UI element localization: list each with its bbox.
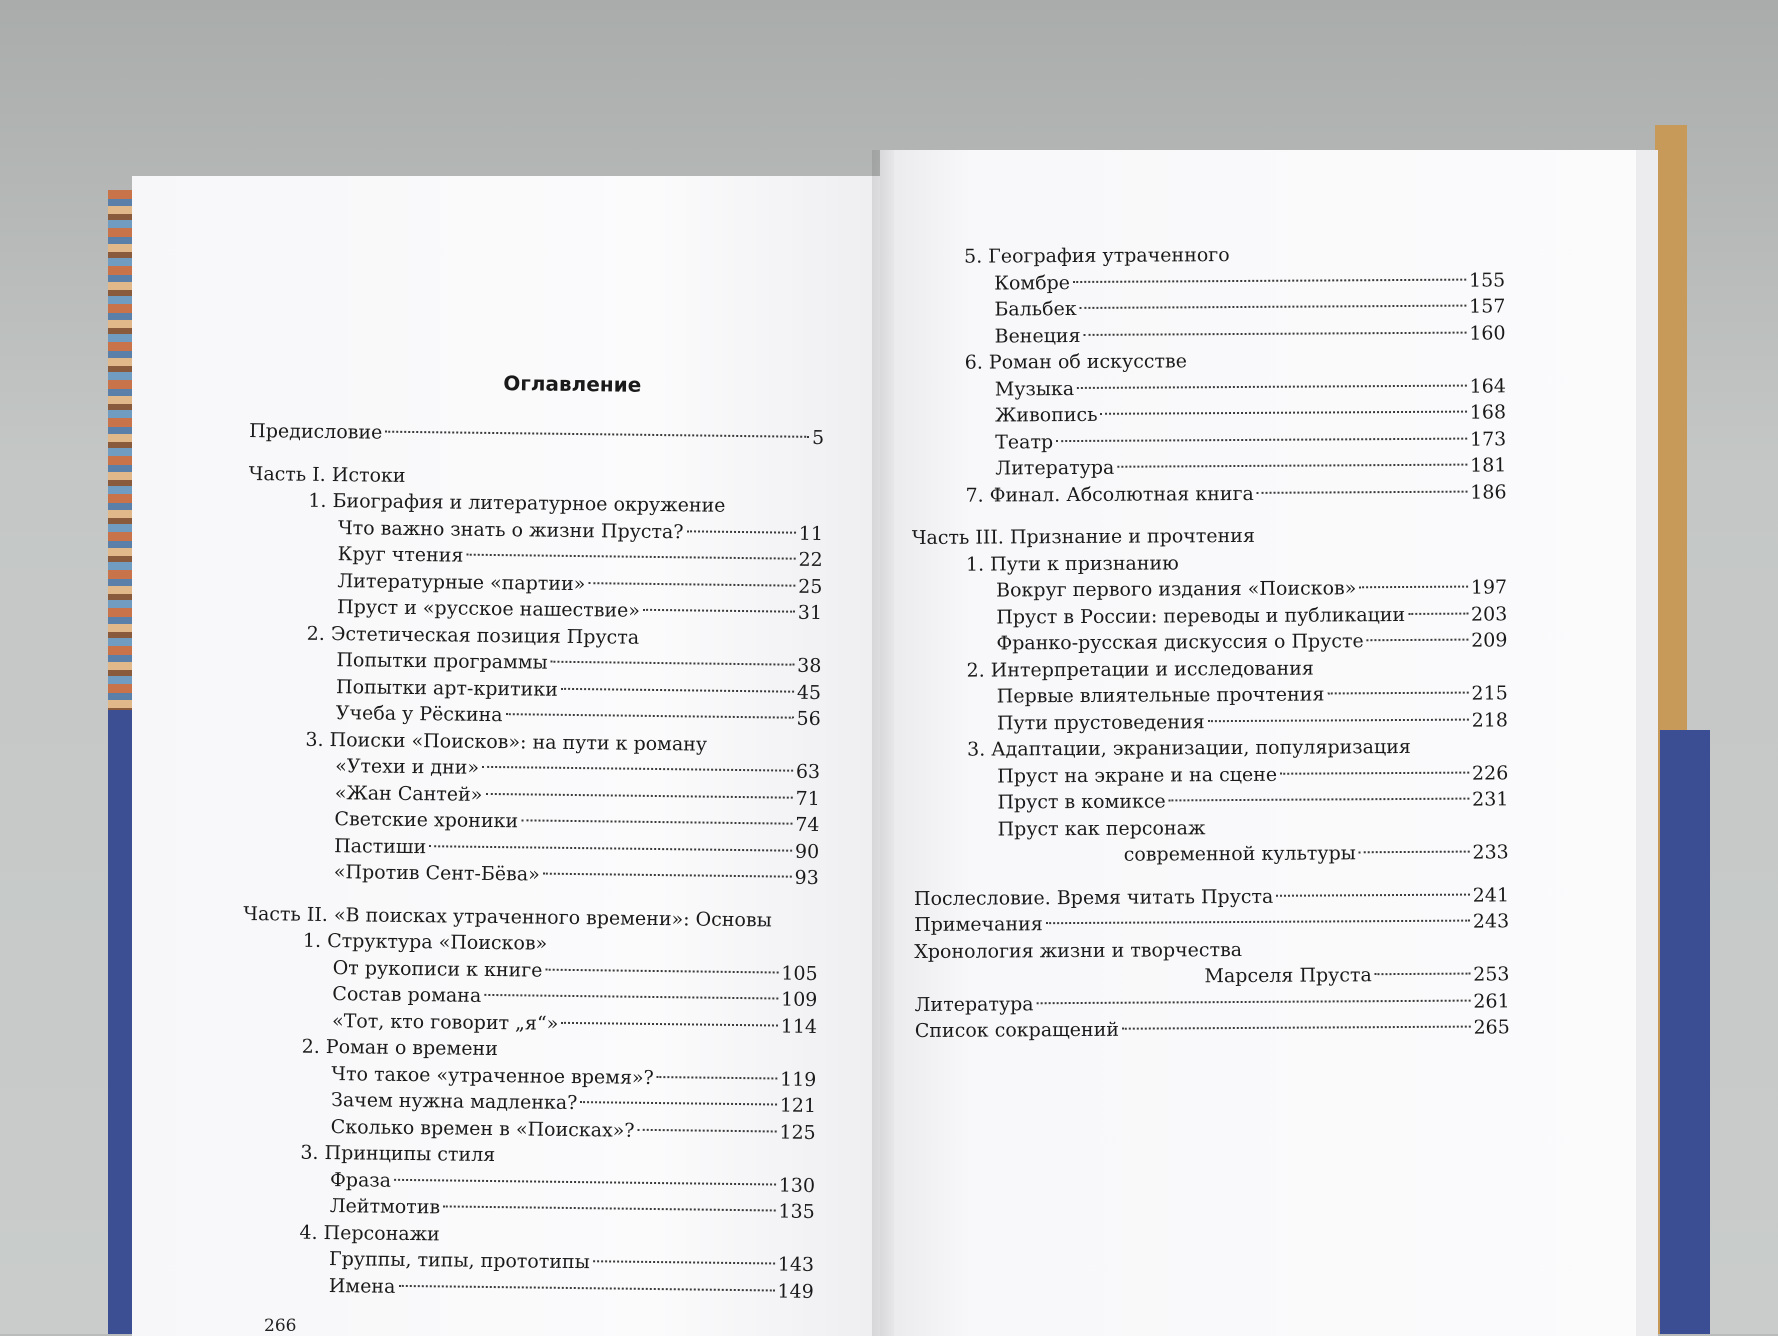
toc-entry-title: Светские хроники bbox=[334, 808, 519, 833]
toc-entry-title: Пруст на экране и на сцене bbox=[997, 763, 1278, 787]
toc-entry-page: 119 bbox=[779, 1068, 817, 1091]
dot-leader bbox=[1084, 331, 1467, 335]
toc-entry-page: 74 bbox=[795, 813, 820, 836]
page-number: 266 bbox=[264, 1316, 297, 1336]
toc-entry-title: Литературные «партии» bbox=[337, 569, 586, 595]
toc-entry-page: 203 bbox=[1470, 602, 1508, 626]
dot-leader bbox=[638, 1128, 777, 1132]
dot-leader bbox=[1359, 851, 1470, 854]
toc-entry-title: 2. Эстетическая позиция Пруста bbox=[306, 622, 640, 649]
toc-entry-title: Вокруг первого издания «Поисков» bbox=[996, 577, 1357, 602]
toc-entry bbox=[912, 574, 1507, 604]
toc-entry-page: 233 bbox=[1472, 841, 1509, 864]
toc-entry bbox=[910, 240, 1505, 270]
dot-leader bbox=[1408, 612, 1468, 614]
dot-leader bbox=[543, 873, 792, 878]
toc-entry-page: 56 bbox=[796, 707, 821, 730]
toc-entry bbox=[913, 813, 1508, 843]
toc-entry-title: Что важно знать о жизни Пруста? bbox=[337, 516, 684, 543]
dot-leader bbox=[561, 1021, 777, 1026]
dot-leader bbox=[1122, 1026, 1471, 1030]
dot-leader bbox=[580, 1101, 776, 1105]
toc-entry-page: 160 bbox=[1469, 321, 1506, 345]
toc-entry-title: Марселя Пруста bbox=[1204, 964, 1372, 988]
toc-entry-page: 155 bbox=[1468, 268, 1506, 292]
dot-leader bbox=[1276, 893, 1469, 896]
dot-leader bbox=[429, 845, 792, 851]
toc-entry-page: 157 bbox=[1469, 295, 1506, 318]
toc-entry bbox=[911, 479, 1506, 509]
toc-entry-title: 1. Пути к признанию bbox=[965, 551, 1179, 576]
toc-entry-title: От рукописи к книге bbox=[332, 956, 543, 982]
toc-entry-title: Учеба у Рёскина bbox=[335, 702, 503, 727]
dot-leader bbox=[1080, 305, 1466, 309]
toc-entry bbox=[913, 733, 1508, 763]
toc-left-list bbox=[239, 418, 825, 1305]
toc-entry-page: 143 bbox=[777, 1253, 815, 1276]
toc-entry-title: 2. Интерпретации и исследования bbox=[966, 657, 1314, 682]
toc-entry bbox=[913, 654, 1508, 684]
dot-leader bbox=[1359, 586, 1468, 589]
toc-left-column bbox=[239, 368, 825, 1305]
dot-leader bbox=[687, 530, 796, 533]
dot-leader bbox=[588, 582, 795, 587]
toc-entry bbox=[913, 760, 1508, 790]
toc-entry-title: Зачем нужна мадленка? bbox=[330, 1089, 578, 1115]
dot-leader bbox=[1327, 692, 1468, 695]
toc-entry-page: 63 bbox=[795, 760, 821, 783]
toc-entry-title: Предисловие bbox=[249, 419, 383, 444]
toc-entry bbox=[911, 373, 1506, 403]
dot-leader bbox=[521, 819, 792, 824]
toc-entry-title: Примечания bbox=[914, 913, 1043, 936]
dot-leader bbox=[1169, 798, 1469, 802]
toc-entry-title: Часть III. Признание и прочтения bbox=[911, 524, 1255, 549]
toc-entry-page: 218 bbox=[1471, 708, 1508, 732]
toc-entry-page: 164 bbox=[1469, 374, 1506, 398]
dot-leader bbox=[545, 968, 778, 973]
book-cover-right-blue bbox=[1660, 730, 1710, 1334]
dot-leader bbox=[1073, 278, 1466, 282]
page-edges bbox=[1636, 150, 1658, 1336]
dot-leader bbox=[1077, 384, 1466, 388]
toc-entry-page: 105 bbox=[781, 962, 818, 985]
toc-entry-page: 109 bbox=[780, 988, 818, 1011]
toc-entry-title: Хронология жизни и творчества bbox=[914, 938, 1243, 963]
dot-leader bbox=[1046, 920, 1470, 925]
toc-entry-page: 71 bbox=[795, 787, 820, 810]
toc-entry-title: Пруст в России: переводы и публикации bbox=[996, 603, 1406, 628]
dot-leader bbox=[1117, 464, 1467, 468]
toc-entry-title: Пруст и «русское нашествие» bbox=[336, 596, 641, 622]
toc-entry-page: 168 bbox=[1469, 401, 1507, 424]
toc-entry-page: 173 bbox=[1469, 427, 1507, 451]
toc-entry-title: Сколько времен в «Поисках»? bbox=[330, 1115, 635, 1142]
toc-entry-title: Пруст как персонаж bbox=[997, 816, 1206, 840]
dot-leader bbox=[1280, 771, 1469, 774]
toc-entry-page: 243 bbox=[1472, 910, 1510, 933]
toc-entry bbox=[911, 426, 1506, 456]
dot-leader bbox=[484, 994, 778, 1000]
toc-entry bbox=[912, 627, 1507, 657]
toc-entry-title: Франко-русская дискуссия о Прусте bbox=[996, 630, 1364, 655]
dot-leader bbox=[561, 687, 794, 692]
toc-entry-page: 5 bbox=[811, 426, 825, 450]
toc-entry-title: 3. Поиски «Поисков»: на пути к роману bbox=[305, 728, 708, 756]
toc-entry-title: Список сокращений bbox=[914, 1018, 1120, 1042]
toc-entry-title: «Против Сент-Бёва» bbox=[333, 861, 540, 886]
toc-entry bbox=[911, 346, 1506, 376]
toc-entry-title: Пастиши bbox=[334, 834, 427, 858]
toc-entry-title: Лейтмотив bbox=[329, 1195, 441, 1219]
toc-entry bbox=[910, 320, 1505, 350]
toc-entry-title: современной культуры bbox=[1123, 842, 1356, 866]
dot-leader bbox=[506, 713, 794, 719]
toc-entry-title: Попытки программы bbox=[336, 649, 548, 674]
toc-entry bbox=[244, 858, 819, 892]
toc-entry-title: Попытки арт-критики bbox=[335, 675, 558, 701]
toc-entry-title: Комбре bbox=[994, 271, 1071, 294]
toc-entry-page: 90 bbox=[794, 840, 820, 863]
toc-entry-page: 241 bbox=[1472, 883, 1510, 907]
toc-entry-title: Бальбек bbox=[994, 297, 1077, 321]
toc-entry bbox=[910, 293, 1505, 323]
dot-leader bbox=[443, 1205, 775, 1211]
toc-entry bbox=[914, 908, 1509, 938]
toc-entry-title: Первые влиятельные прочтения bbox=[996, 683, 1325, 708]
toc-title: Оглавление bbox=[503, 371, 642, 397]
toc-entry bbox=[914, 839, 1509, 869]
toc-entry-page: 186 bbox=[1470, 480, 1507, 504]
toc-entry-title: Имена bbox=[328, 1274, 396, 1298]
toc-entry-page: 22 bbox=[798, 548, 823, 572]
dot-leader bbox=[1056, 437, 1467, 442]
toc-entry-page: 181 bbox=[1470, 454, 1507, 477]
toc-entry-page: 149 bbox=[777, 1280, 814, 1303]
toc-entry-page: 135 bbox=[778, 1200, 815, 1223]
dot-leader bbox=[398, 1284, 774, 1291]
toc-entry-title: Музыка bbox=[994, 377, 1075, 400]
toc-entry-page: 114 bbox=[780, 1015, 818, 1038]
toc-entry bbox=[913, 680, 1508, 710]
dot-leader bbox=[1101, 411, 1467, 415]
dot-leader bbox=[1257, 490, 1467, 493]
toc-entry-title: 5. География утраченного bbox=[964, 244, 1230, 268]
dot-leader bbox=[482, 766, 793, 772]
dot-leader bbox=[485, 792, 792, 798]
toc-entry-title: Литература bbox=[995, 456, 1115, 480]
toc-entry-title: Круг чтения bbox=[337, 543, 464, 567]
toc-entry bbox=[913, 707, 1508, 737]
toc-entry-page: 121 bbox=[779, 1094, 817, 1117]
toc-entry-page: 45 bbox=[796, 681, 822, 704]
toc-entry-page: 253 bbox=[1473, 963, 1510, 986]
toc-entry-page: 209 bbox=[1471, 629, 1508, 652]
toc-entry-title: Послесловие. Время читать Пруста bbox=[913, 885, 1274, 910]
toc-entry-page: 11 bbox=[798, 522, 824, 545]
toc-entry-page: 31 bbox=[797, 601, 823, 625]
toc-entry bbox=[914, 961, 1509, 991]
toc-entry-title: Венеция bbox=[994, 324, 1081, 347]
toc-entry-page: 231 bbox=[1472, 788, 1509, 811]
toc-entry-page: 93 bbox=[794, 866, 819, 889]
toc-entry-page: 215 bbox=[1471, 682, 1508, 705]
toc-entry bbox=[910, 267, 1505, 297]
toc-entry-title: Часть II. «В поисках утраченного времени»: Основы bbox=[243, 902, 772, 931]
toc-entry-title: Фраза bbox=[329, 1168, 392, 1192]
toc-entry-page: 226 bbox=[1471, 761, 1509, 785]
toc-entry bbox=[912, 601, 1507, 631]
toc-entry-title: Живопись bbox=[994, 403, 1098, 427]
toc-entry bbox=[911, 399, 1506, 429]
toc-entry-page: 197 bbox=[1470, 576, 1508, 599]
toc-entry bbox=[912, 548, 1507, 578]
dot-leader bbox=[593, 1260, 775, 1264]
toc-entry-page: 265 bbox=[1473, 1016, 1510, 1039]
dot-leader bbox=[1375, 973, 1470, 976]
toc-entry-page: 130 bbox=[778, 1174, 816, 1197]
toc-entry bbox=[914, 882, 1509, 912]
toc-entry bbox=[912, 521, 1507, 551]
dot-leader bbox=[394, 1178, 776, 1185]
dot-leader bbox=[657, 1076, 777, 1079]
toc-entry-title: 3. Адаптации, экранизации, популяризация bbox=[967, 735, 1411, 761]
toc-entry-title: 1. Структура «Поисков» bbox=[302, 929, 548, 955]
toc-entry-title: Пути прустоведения bbox=[996, 710, 1205, 734]
toc-entry-title: Что такое «утраченное время»? bbox=[331, 1062, 654, 1089]
toc-entry-title: Театр bbox=[995, 430, 1054, 453]
toc-entry bbox=[914, 935, 1509, 965]
toc-entry-title: Пруст в комиксе bbox=[997, 790, 1166, 814]
toc-entry-page: 261 bbox=[1473, 989, 1510, 1013]
toc-entry-page: 38 bbox=[797, 654, 822, 678]
toc-entry-title: 6. Роман об искусстве bbox=[964, 350, 1188, 374]
toc-entry-title: «Жан Сантей» bbox=[334, 781, 483, 806]
dot-leader bbox=[1037, 999, 1471, 1004]
dot-leader bbox=[466, 554, 795, 560]
toc-entry-title: Группы, типы, прототипы bbox=[328, 1248, 590, 1274]
toc-entry-title: Состав романа bbox=[332, 983, 482, 1007]
toc-entry-title: «Тот, кто говорит „я“» bbox=[331, 1009, 559, 1035]
dot-leader bbox=[1208, 718, 1469, 722]
dot-leader bbox=[551, 661, 795, 666]
dot-leader bbox=[643, 609, 795, 613]
toc-entry-title: 2. Роман о времени bbox=[301, 1035, 498, 1061]
toc-entry-title: 3. Принципы стиля bbox=[300, 1141, 496, 1167]
toc-entry-title: Часть I. Истоки bbox=[248, 462, 406, 487]
toc-entry bbox=[915, 1014, 1510, 1044]
toc-entry bbox=[913, 786, 1508, 816]
toc-entry-title: 4. Персонажи bbox=[299, 1221, 440, 1245]
toc-entry bbox=[249, 418, 824, 452]
toc-entry bbox=[911, 452, 1506, 482]
toc-entry-title: Литература bbox=[914, 992, 1034, 1016]
toc-entry bbox=[915, 988, 1510, 1018]
toc-entry-title: 1. Биография и литературное окружение bbox=[308, 489, 726, 517]
toc-entry-title: 7. Финал. Абсолютная книга bbox=[965, 482, 1254, 507]
toc-right-list bbox=[910, 240, 1510, 1044]
toc-entry-title: «Утехи и дни» bbox=[335, 755, 480, 779]
dot-leader bbox=[1367, 639, 1468, 642]
toc-entry-page: 125 bbox=[779, 1121, 816, 1144]
book-gutter bbox=[872, 150, 894, 1336]
toc-right-column bbox=[910, 240, 1510, 1044]
toc-entry-page: 25 bbox=[798, 575, 823, 598]
dot-leader bbox=[385, 431, 809, 438]
